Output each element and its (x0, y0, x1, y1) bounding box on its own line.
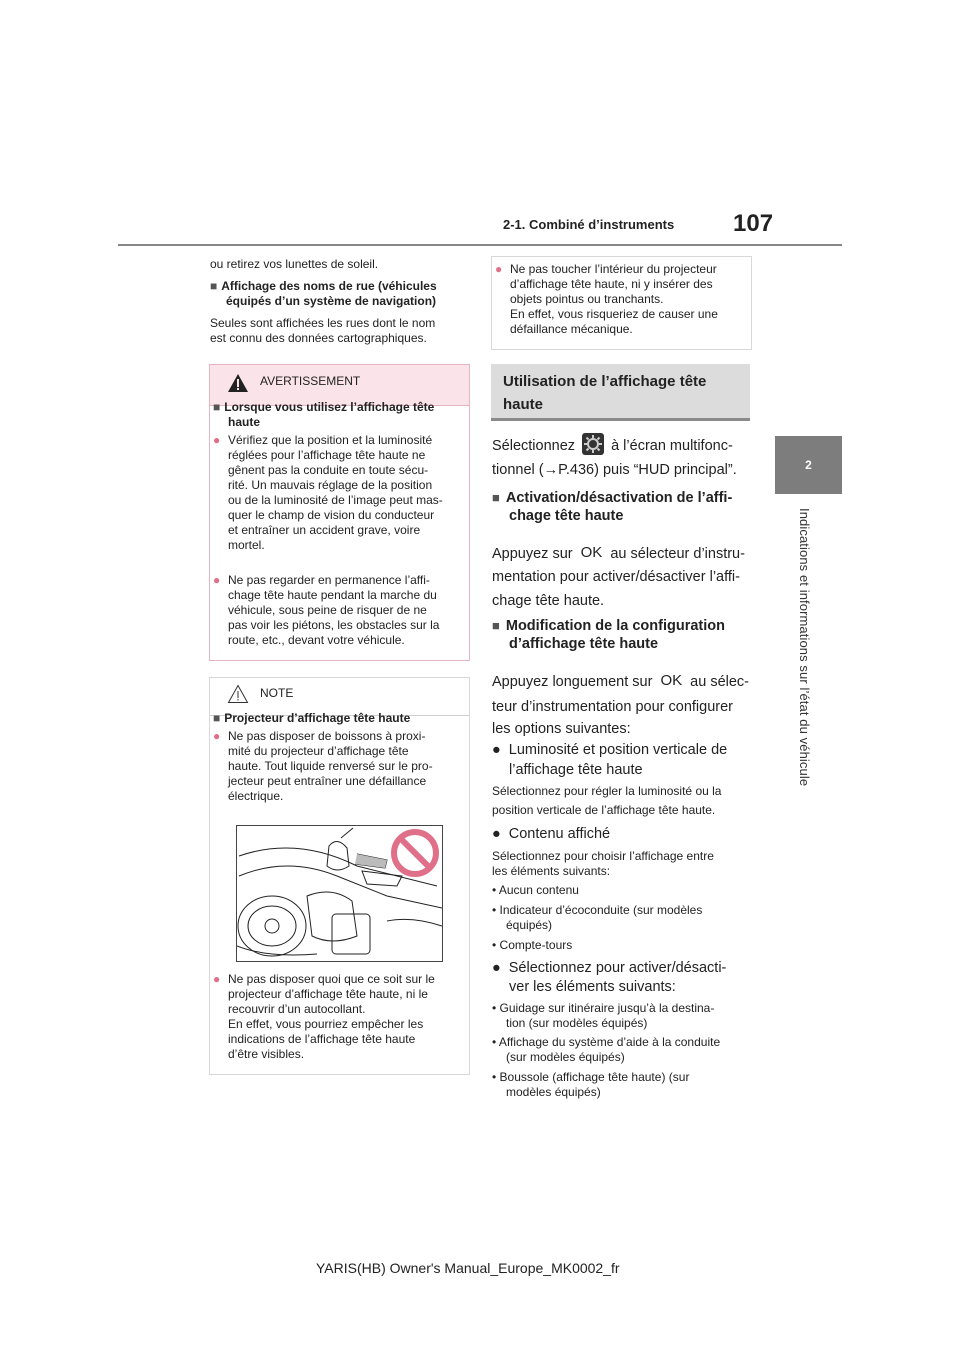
settings-gear-icon (582, 433, 604, 455)
warning-subheading: ■ Lorsque vous utilisez l’affichage tête (213, 400, 435, 414)
list-item: • Indicateur d’écoconduite (sur modèles (492, 903, 703, 917)
warning-triangle-icon (227, 373, 249, 393)
note-subheading: ■ Projecteur d’affichage tête haute (213, 711, 411, 725)
note-bullet-dot-1 (213, 729, 224, 744)
note-bullet-3: Ne pas toucher l’intérieur du projecteur d’affichage tête haute, ni y insérer des objets pointus ou tranchants. En effet, vous risqueriez de causer une défaillance mécanique. (510, 262, 718, 336)
manual-footer: YARIS(HB) Owner's Manual_Europe_MK0002_fr (316, 1260, 620, 1276)
ok-button-icon: OK (660, 672, 683, 689)
option-content-desc-1: Sélectionnez pour choisir l’affichage entre (492, 849, 714, 863)
option-content-desc-2: les éléments suivants: (492, 864, 611, 878)
intro-text: ou retirez vos lunettes de soleil. (210, 257, 379, 271)
note-title: NOTE (260, 686, 294, 700)
page-number: 107 (733, 210, 774, 237)
warning-bullet-1: Vérifiez que la position et la luminosité réglées pour l’affichage tête haute ne gênent pas la conduite en toute sécu- rité. Un mauvais réglage de la position ou de la luminosité de l’image peut mas- quer le champ de vision du conducteur et entraîner un accident grave, voire mortel. (228, 433, 443, 552)
activation-instruction: Appuyez sur OK au sélecteur d’instru- (492, 544, 745, 562)
warning-bullet-dot-1 (213, 433, 224, 448)
bullet-dot-icon: ● (213, 972, 221, 986)
option-content: ● Contenu affiché (492, 826, 611, 842)
para-street-names-2: est connu des données cartographiques. (210, 331, 427, 345)
list-item-cont: tion (sur modèles équipés) (506, 1016, 648, 1030)
subheading-config: ■ Modification de la configuration (492, 618, 725, 634)
caution-triangle-icon (227, 684, 249, 704)
square-bullet-icon: ■ (210, 279, 218, 293)
prohibited-icon (390, 828, 440, 878)
config-instruction-line2: teur d’instrumentation pour configurer (492, 699, 733, 715)
bullet-dot-icon: ● (492, 742, 501, 758)
square-bullet-icon: ■ (213, 400, 221, 414)
config-instruction: Appuyez longuement sur OK au sélec- (492, 672, 749, 690)
list-item-cont: modèles équipés) (506, 1085, 601, 1099)
option-brightness-line2: l’affichage tête haute (509, 762, 643, 778)
header-divider (118, 244, 842, 246)
activation-instruction-line3: chage tête haute. (492, 593, 605, 609)
option-brightness-desc-1: Sélectionnez pour régler la luminosité ou la (492, 784, 722, 798)
note-bullet-2: Ne pas disposer quoi que ce soit sur le projecteur d’affichage tête haute, ni le recouvrir d’un autocollant. En effet, vous pourriez empêcher les indications de l’affichage tête haute d’être visibles. (228, 972, 435, 1061)
bullet-dot-icon: ● (213, 729, 221, 743)
list-item-cont: (sur modèles équipés) (506, 1050, 625, 1064)
subheading-config-line2: d’affichage tête haute (509, 636, 659, 652)
warning-bullet-2: Ne pas regarder en permanence l’affi- chage tête haute pendant la marche du véhicule, sous peine de risquer de ne pas voir les piétons, les obstacles sur la route, etc., devant votre véhicule. (228, 573, 440, 647)
square-bullet-icon: ■ (492, 490, 500, 505)
hud-projector-illustration (236, 825, 443, 962)
section-title: 2-1. Combiné d’instruments (503, 217, 675, 232)
select-instruction-line2: tionnel (→P.436) puis “HUD principal”. (492, 462, 737, 478)
list-item: • Aucun contenu (492, 883, 579, 897)
list-item: • Guidage sur itinéraire jusqu’à la destina- (492, 1001, 715, 1015)
select-instruction: Sélectionnez à l’écran multifonc- (492, 433, 733, 457)
bullet-dot-icon: ● (213, 573, 221, 587)
square-bullet-icon: ■ (213, 711, 221, 725)
option-toggle-elements: ● Sélectionnez pour activer/désacti- (492, 960, 727, 976)
note-bullet-1: Ne pas disposer de boissons à proxi- mité du projecteur d’affichage tête haute. Tout liquide renversé sur le pro- jecteur peut entraîner une défaillance électrique. (228, 729, 433, 803)
para-street-names-1: Seules sont affichées les rues dont le nom (210, 316, 436, 330)
subheading-activation-line2: chage tête haute (509, 508, 624, 524)
note-bullet-dot-3 (495, 262, 506, 277)
subheading-activation: ■ Activation/désactivation de l’affi- (492, 490, 733, 506)
option-toggle-elements-line2: ver les éléments suivants: (509, 979, 676, 995)
list-item: • Affichage du système d’aide à la conduite (492, 1035, 721, 1049)
bullet-dot-icon: ● (495, 262, 503, 276)
bullet-dot-icon: ● (492, 826, 501, 842)
warning-title: AVERTISSEMENT (260, 374, 361, 388)
warning-subheading-line2: haute (228, 415, 261, 429)
list-item-cont: équipés) (506, 918, 553, 932)
square-bullet-icon: ■ (492, 618, 500, 633)
ok-button-icon: OK (580, 544, 603, 561)
bullet-dot-icon: ● (492, 960, 501, 976)
config-instruction-line3: les options suivantes: (492, 721, 631, 737)
list-item: • Boussole (affichage tête haute) (sur (492, 1070, 690, 1084)
chapter-title: Indications et informations sur l’état du véhicule (797, 508, 812, 787)
bullet-dot-icon: ● (213, 433, 221, 447)
option-brightness-desc-2: position verticale de l’affichage tête haute. (492, 803, 716, 817)
heading-street-names-line2: équipés d’un système de navigation) (226, 294, 437, 308)
option-brightness: ● Luminosité et position verticale de (492, 742, 728, 758)
activation-instruction-line2: mentation pour activer/désactiver l’affi- (492, 569, 740, 585)
list-item: • Compte-tours (492, 938, 573, 952)
note-bullet-dot-2 (213, 972, 224, 987)
section-heading: Utilisation de l’affichage tête haute (503, 373, 707, 413)
chapter-number: 2 (805, 458, 812, 472)
heading-street-names: ■ Affichage des noms de rue (véhicules (210, 279, 437, 293)
warning-bullet-dot-2 (213, 573, 224, 588)
